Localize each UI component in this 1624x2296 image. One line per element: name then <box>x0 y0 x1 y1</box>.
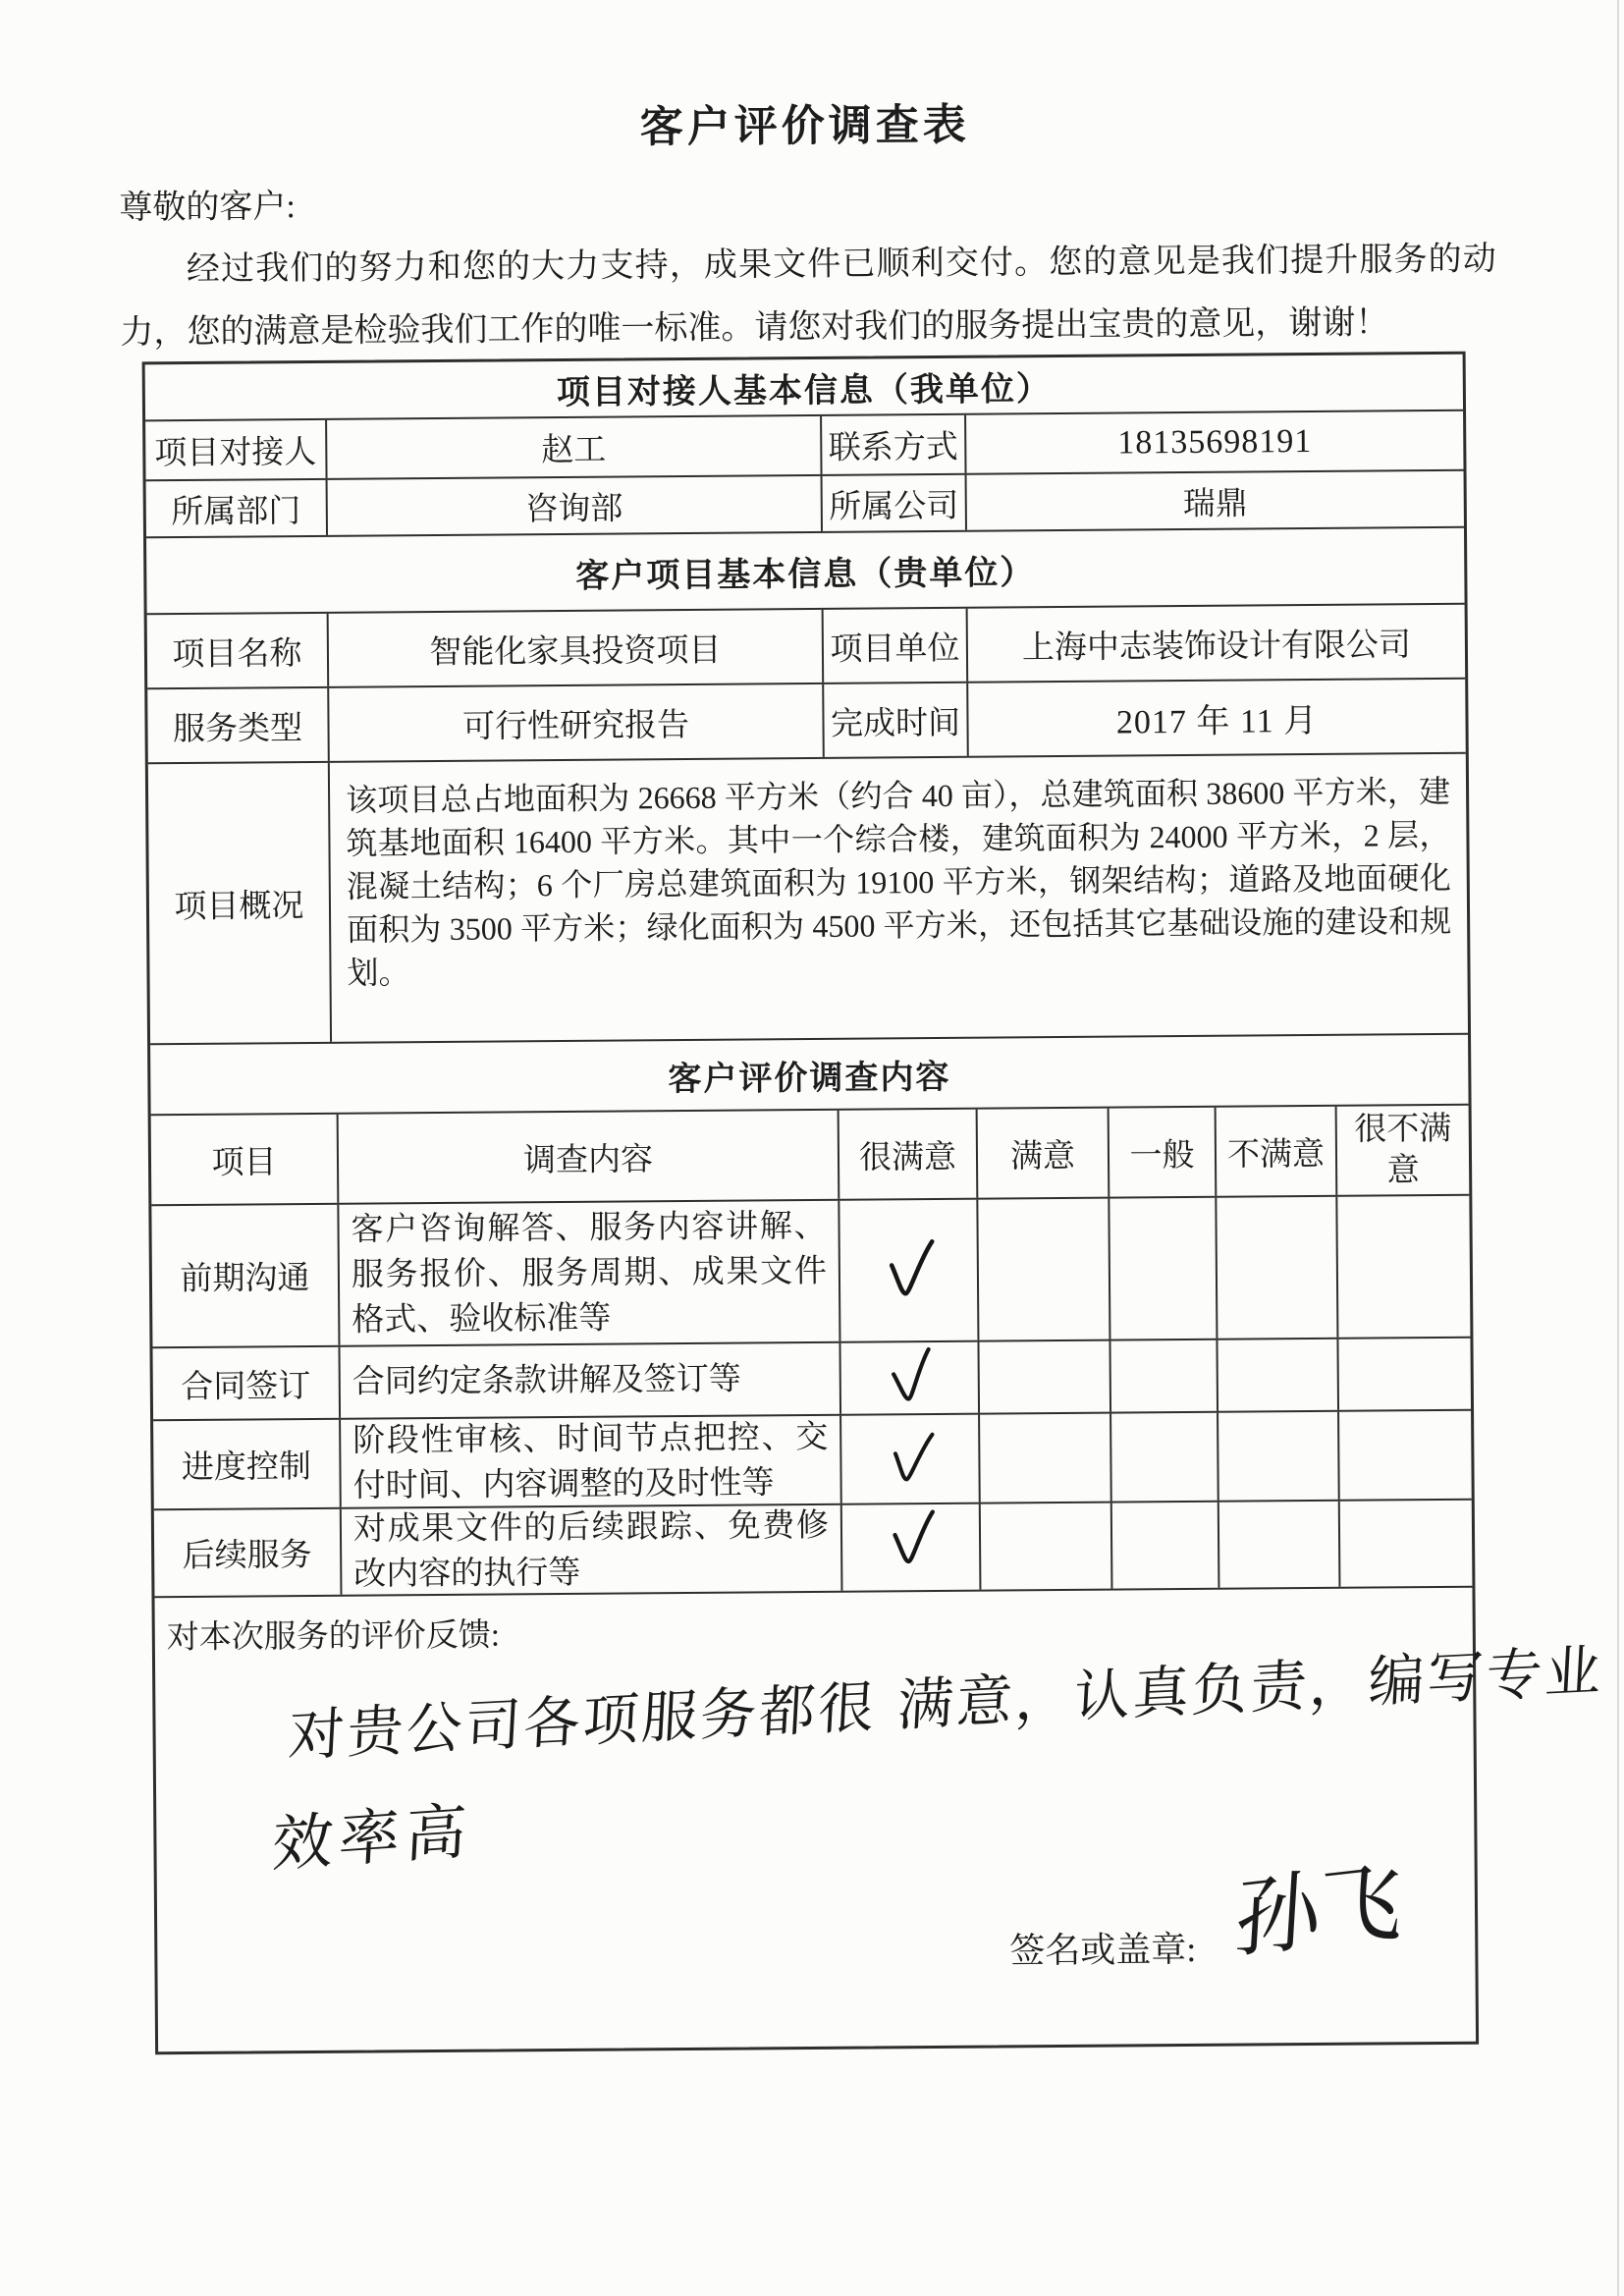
rating-cell-neutral <box>1111 1413 1219 1502</box>
table-row <box>147 605 1466 690</box>
field-label-finish-date: 完成时间 <box>824 683 969 757</box>
rating-cell-neutral <box>1110 1340 1218 1412</box>
signature-label: 签名或盖章: <box>1009 1929 1197 1971</box>
page-title: 客户评价调查表 <box>639 100 970 152</box>
field-label-project-name: 项目名称 <box>147 614 330 687</box>
field-value-project-name: 智能化家具投资项目 <box>329 610 825 686</box>
handwritten-checkmark-icon <box>882 1235 936 1306</box>
survey-item-content: 客户咨询解答、服务内容讲解、服务报价、服务周期、成果文件格式、验收标准等 <box>339 1201 840 1345</box>
handwritten-feedback-line2: 效率高 <box>270 1794 474 1881</box>
table-row <box>148 754 1468 1046</box>
rating-cell-satisfied <box>980 1414 1112 1503</box>
rating-cell-very-unsatisfied <box>1337 1196 1470 1338</box>
survey-row <box>151 1196 1470 1349</box>
field-value-finish-date: 2017 年 11 月 <box>1115 702 1319 741</box>
rating-cell-unsatisfied <box>1218 1412 1340 1501</box>
survey-item-content: 对成果文件的后续跟踪、免费修改内容的执行等 <box>342 1505 843 1595</box>
greeting-text: 尊敬的客户: <box>119 189 296 227</box>
rating-cell-satisfied <box>981 1503 1113 1590</box>
rating-cell-neutral <box>1110 1198 1218 1339</box>
table-row <box>145 411 1463 482</box>
survey-item-content: 阶段性审核、时间节点把控、交付时间、内容调整的及时性等 <box>341 1416 842 1507</box>
handwritten-checkmark-icon <box>885 1345 935 1410</box>
rating-cell-unsatisfied <box>1217 1197 1338 1339</box>
section-header-project: 客户项目基本信息（贵单位） <box>575 554 1036 595</box>
handwritten-feedback-line1: 对贵公司各项服务都很 满意，认真负责，编写专业 <box>287 1638 1606 1770</box>
field-value-project-unit: 上海中志装饰设计有限公司 <box>1021 627 1412 666</box>
field-label-project-unit: 项目单位 <box>824 609 969 683</box>
field-value-contact-person: 赵工 <box>327 416 822 478</box>
field-label-service-type: 服务类型 <box>147 688 330 762</box>
rating-cell-very-satisfied <box>841 1415 981 1503</box>
survey-item-label: 后续服务 <box>154 1509 343 1596</box>
field-label-company: 所属公司 <box>823 475 967 531</box>
survey-row <box>153 1411 1472 1511</box>
rating-cell-neutral <box>1112 1503 1220 1589</box>
rating-cell-satisfied <box>978 1199 1110 1340</box>
handwritten-checkmark-icon <box>885 1506 938 1572</box>
field-label-phone: 联系方式 <box>822 415 966 474</box>
survey-row <box>154 1501 1473 1599</box>
field-value-company: 瑞鼎 <box>1182 485 1248 522</box>
survey-item-label: 合同签订 <box>153 1347 342 1419</box>
field-value-project-overview: 该项目总占地面积为 26668 平方米（约合 40 亩），总建筑面积 38600 平方米，建筑基地面积 16400 平方米。其中一个综合楼，建筑面积为 24000 平方米，2 层，混凝土结构；6 个厂房总建筑面积为 19100 平方米，钢架结构；道路及地面硬化面积为 3500 平方米；绿化面积为 4500 平方米，还包括其它基础设施的建设和规划。 <box>345 773 1452 991</box>
field-value-phone: 18135698191 <box>1117 422 1313 462</box>
column-header-very-unsatisfied: 很不满意 <box>1354 1111 1452 1189</box>
column-header-unsatisfied: 不满意 <box>1217 1107 1338 1196</box>
survey-form-table <box>142 352 1606 2055</box>
intro-paragraph: 经过我们的努力和您的大力支持，成果文件已顺利交付。您的意见是我们提升服务的动力，您的满意是检验我们工作的唯一标准。请您对我们的服务提出宝贵的意见，谢谢！ <box>120 241 1496 352</box>
section-header-contact: 项目对接人基本信息（我单位） <box>556 370 1053 411</box>
rating-cell-very-satisfied <box>839 1200 979 1341</box>
rating-cell-unsatisfied <box>1219 1502 1341 1588</box>
rating-cell-very-unsatisfied <box>1340 1501 1473 1587</box>
survey-item-content: 合同约定条款讲解及签订等 <box>340 1343 841 1418</box>
column-header-very-satisfied: 很满意 <box>839 1110 979 1199</box>
rating-cell-very-satisfied <box>842 1504 982 1591</box>
survey-row <box>153 1339 1472 1422</box>
column-header-satisfied: 满意 <box>978 1109 1110 1198</box>
table-row <box>146 528 1465 616</box>
field-label-project-overview: 项目概况 <box>148 763 332 1043</box>
section-header-survey: 客户评价调查内容 <box>668 1059 951 1098</box>
table-row <box>150 1035 1469 1117</box>
feedback-label: 对本次服务的评价反馈: <box>166 1617 501 1657</box>
handwritten-checkmark-icon <box>883 1426 938 1492</box>
rating-cell-unsatisfied <box>1218 1339 1339 1411</box>
table-row <box>146 471 1464 539</box>
column-header-content: 调查内容 <box>339 1111 840 1203</box>
field-label-contact-person: 项目对接人 <box>145 420 327 479</box>
field-value-department: 咨询部 <box>328 476 823 535</box>
table-row <box>147 680 1466 765</box>
column-header-item: 项目 <box>151 1115 340 1204</box>
column-header-neutral: 一般 <box>1110 1108 1218 1197</box>
table-row <box>145 355 1463 422</box>
survey-item-label: 前期沟通 <box>151 1205 340 1346</box>
field-value-service-type: 可行性研究报告 <box>329 684 825 761</box>
feedback-row <box>154 1588 1606 2052</box>
rating-cell-very-satisfied <box>840 1342 980 1414</box>
handwritten-signature: 孙飞 <box>1231 1849 1403 1972</box>
field-label-department: 所属部门 <box>146 480 328 536</box>
rating-cell-very-unsatisfied <box>1339 1411 1472 1500</box>
rating-cell-satisfied <box>979 1341 1111 1413</box>
rating-cell-very-unsatisfied <box>1338 1339 1471 1410</box>
survey-item-label: 进度控制 <box>153 1420 342 1508</box>
table-header-row <box>151 1106 1470 1207</box>
